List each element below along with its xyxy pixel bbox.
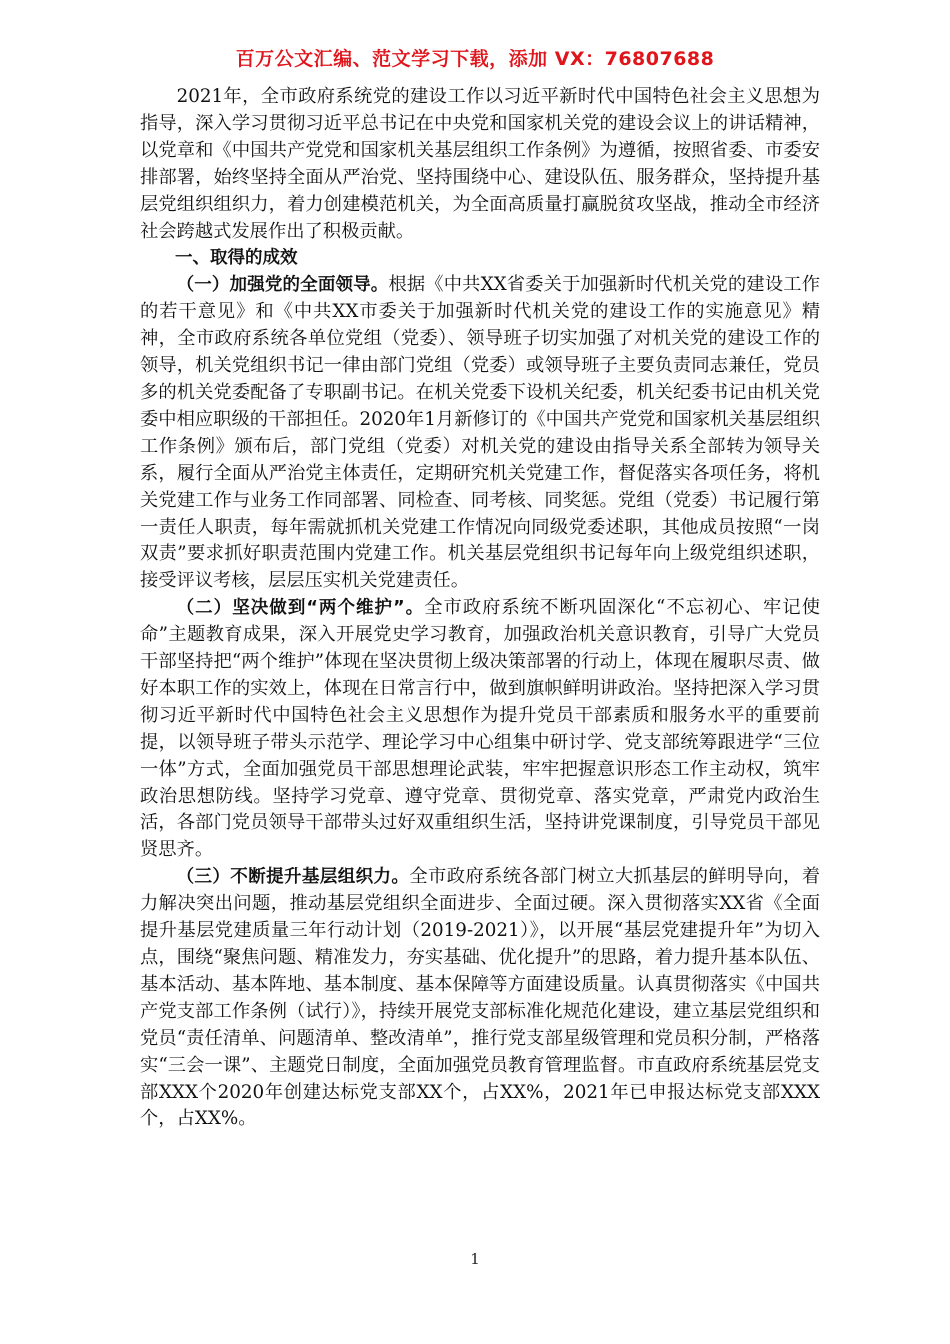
item-1-title: （一）加强党的全面领导。 bbox=[176, 275, 389, 296]
watermark-header: 百万公文汇编、范文学习下载，添加 VX：76807688 bbox=[235, 48, 715, 70]
paragraph-item-3 bbox=[140, 864, 820, 1133]
item-2-text: 全市政府系统不断巩固深化“不忘初心、牢记使命”主题教育成果，深入开展党史学习教育，加强政治机关意识教育，引导广大党员干部坚持把“两个维护”体现在坚决贯彻上级决策部署的行动上，体现在履职尽责、做好本职工作的实效上，体现在日常言行中，做到旗帜鲜明讲政治。坚持把深入学习贯彻习近平新时代中国特色社会主义思想作为提升党员干部素质和服务水平的重要前提，以领导班子带头示范学、理论学习中心组集中研讨学、党支部统筹跟进学“三位一体”方式，全面加强党员干部思想理论武装，牢牢把握意识形态工作主动权，筑牢政治思想防线。坚持学习党章、遵守党章、贯彻党章、落实党章，严肃党内政治生活，各部门党员领导干部带头过好双重组织生活，坚持讲党课制度，引导党员干部见贤思齐。 bbox=[140, 597, 820, 861]
page-number: 1 bbox=[470, 1250, 480, 1268]
paragraph-item-2 bbox=[140, 595, 820, 864]
item-3-text: 全市政府系统各部门树立大抓基层的鲜明导向，着力解决突出问题，推动基层党组织全面进步、全面过硬。深入贯彻落实XX省《全面提升基层党建质量三年行动计划（2019-2021）》，以开展“基层党建提升年”为切入点，围绕“聚焦问题、精准发力，夯实基础、优化提升”的思路，着力提升基本队伍、基本活动、基本阵地、基本制度、基本保障等方面建设质量。认真贯彻落实《中国共产党支部工作条例（试行）》，持续开展党支部标准化规范化建设，建立基层党组织和党员“责任清单、问题清单、整改清单”，推行党支部星级管理和党员积分制，严格落实“三会一课”、主题党日制度，全面加强党员教育管理监督。市直政府系统基层党支部XXX个2020年创建达标党支部XX个，占XX%，2021年已申报达标党支部XXX个，占XX%。 bbox=[140, 866, 821, 1130]
item-1-text: 根据《中共XX省委关于加强新时代机关党的建设工作的若干意见》和《中共XX市委关于加强新时代机关党的建设工作的实施意见》精神，全市政府系统各单位党组（党委）、领导班子切实加强了对机关党的建设工作的领导，机关党组织书记一律由部门党组（党委）或领导班子主要负责同志兼任，党员多的机关党委配备了专职副书记。在机关党委下设机关纪委，机关纪委书记由机关党委中相应职级的干部担任。2020年1月新修订的《中国共产党党和国家机关基层组织工作条例》颁布后，部门党组（党委）对机关党的建设由指导关系全部转为领导关系，履行全面从严治党主体责任，定期研究机关党建工作，督促落实各项任务，将机关党建工作与业务工作同部署、同检查、同考核、同奖惩。党组（党委）书记履行第一责任人职责，每年需就抓机关党建工作情况向同级党委述职，其他成员按照“一岗双责”要求抓好职责范围内党建工作。机关基层党组织书记每年向上级党组织述职，接受评议考核，层层压实机关党建责任。 bbox=[140, 274, 821, 592]
item-3-title: （三）不断提升基层组织力。 bbox=[176, 867, 410, 888]
item-2-title: （二）坚决做到“两个维护”。 bbox=[176, 598, 425, 619]
intro-paragraph: 2021年，全市政府系统党的建设工作以习近平新时代中国特色社会主义思想为指导，深入学习贯彻习近平总书记在中央党和国家机关党的建设会议上的讲话精神，以党章和《中国共产党党和国家机关基层组织工作条例》为遵循，按照省委、市委安排部署，始终坚持全面从严治党、坚持围绕中心、建设队伍、服务群众，坚持提升基层党组织组织力，着力创建模范机关，为全面高质量打赢脱贫攻坚战，推动全市经济社会跨越式发展作出了积极贡献。 bbox=[140, 86, 820, 242]
document-body bbox=[140, 84, 820, 1133]
section-heading: 一、取得的成效 bbox=[175, 248, 298, 269]
paragraph-item-1 bbox=[140, 272, 820, 595]
